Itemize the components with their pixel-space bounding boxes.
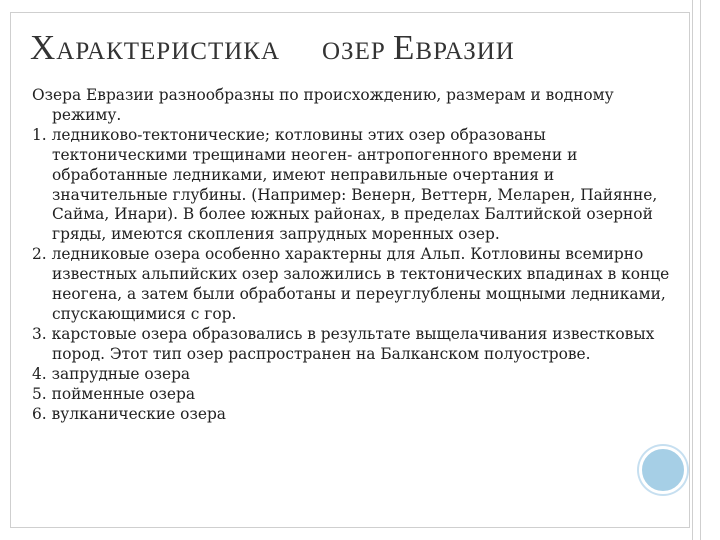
intro-paragraph: Озера Евразии разнообразны по происхождению, размерам и водному режиму.	[32, 86, 614, 124]
list-item	[32, 245, 672, 325]
list-item-number: 1.	[32, 125, 47, 144]
list-item-number: 2.	[32, 245, 47, 264]
list-item-number: 4.	[32, 364, 47, 383]
list-item	[32, 405, 672, 425]
list-item-number: 5.	[32, 384, 47, 403]
decorative-circle	[639, 446, 687, 494]
list-item-text: запрудные озера	[51, 364, 191, 383]
list-item	[32, 385, 672, 405]
title-word-2: ОЗЕР	[322, 38, 386, 65]
title-initial-3: Е	[393, 28, 416, 67]
list-item	[32, 365, 672, 385]
list-item-text: пойменные озера	[51, 384, 196, 403]
list-item-text: карстовые озера образовались в результате выщелачивания известковых пород. Этот тип озер распространен на Балканском полуострове.	[51, 324, 655, 363]
side-decoration-strip	[692, 0, 720, 540]
list-item-text: ледниковые озера особенно характерны для Альп. Котловины всемирно известных альпийских озер заложились в тектонических впадинах в конце неогена, а затем были обработаны и переуглублены мощными ледниками, спускающимися с гор.	[51, 245, 670, 323]
list-item-number: 6.	[32, 404, 47, 423]
lake-types-list	[32, 126, 672, 425]
list-item-text: вулканические озера	[51, 404, 226, 423]
slide-title	[30, 28, 515, 68]
list-item-text: ледниково-тектонические; котловины этих озер образованы тектоническими трещинами неоген- антропогенного времени и обработанные ледниками, имеют неправильные очертания и значительные глубины. (Например: Венерн, Веттерн, Меларен, Пайянне, Сайма, Инари). В более южных районах, в пределах Балтийской озерной гряды, имеются скопления запрудных моренных озер.	[51, 125, 658, 244]
list-item-number: 3.	[32, 324, 47, 343]
title-initial-1: Х	[30, 28, 57, 67]
list-item	[32, 126, 672, 245]
list-item	[32, 325, 672, 365]
title-word-3: ВРАЗИИ	[415, 38, 515, 65]
title-word-1: АРАКТЕРИСТИКА	[56, 38, 280, 65]
slide-body	[32, 86, 672, 424]
